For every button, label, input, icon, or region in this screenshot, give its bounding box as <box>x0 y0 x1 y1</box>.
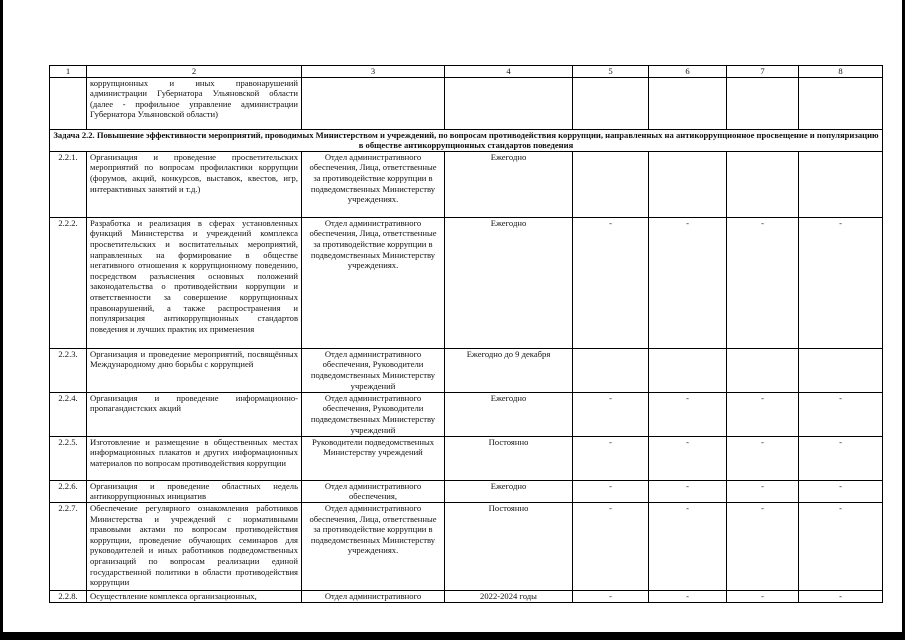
row-value <box>799 151 883 217</box>
row-value: - <box>649 436 727 480</box>
row-description: Организация и проведение областных недель антикоррупционных инициатив <box>87 480 302 502</box>
row-value: - <box>727 590 799 602</box>
row-term: 2022-2024 годы <box>445 590 573 602</box>
row-number: 2.2.7. <box>50 502 87 590</box>
responsible-cell <box>302 77 445 129</box>
column-number: 5 <box>573 66 649 78</box>
row-number: 2.2.6. <box>50 480 87 502</box>
row-description: Осуществление комплекса организационных, <box>87 590 302 602</box>
table-row <box>50 348 883 392</box>
row-term: Постоянно <box>445 502 573 590</box>
row-number: 2.2.4. <box>50 392 87 436</box>
table-row <box>50 392 883 436</box>
row-value <box>649 348 727 392</box>
row-number: 2.2.8. <box>50 590 87 602</box>
scan-border-bottom <box>0 632 905 640</box>
row-term: Ежегодно <box>445 392 573 436</box>
row-value: - <box>799 217 883 348</box>
row-responsible: Отдел административного <box>302 590 445 602</box>
row-term: Ежегодно <box>445 151 573 217</box>
row-value: - <box>799 436 883 480</box>
column-number: 1 <box>50 66 87 78</box>
row-number: 2.2.1. <box>50 151 87 217</box>
row-responsible: Отдел административного обеспечения, Лица, ответственные за противодействие коррупции в подведомственных Министерству учреждениях. <box>302 217 445 348</box>
row-value: - <box>573 392 649 436</box>
table-row <box>50 502 883 590</box>
table-row <box>50 151 883 217</box>
measures-table <box>49 65 883 603</box>
row-number: 2.2.5. <box>50 436 87 480</box>
table-row <box>50 217 883 348</box>
row-number: 2.2.3. <box>50 348 87 392</box>
column-number: 8 <box>799 66 883 78</box>
row-value: - <box>573 590 649 602</box>
row-value: - <box>799 392 883 436</box>
row-value: - <box>727 217 799 348</box>
term-cell <box>445 77 573 129</box>
row-value: - <box>573 436 649 480</box>
row-value: - <box>649 392 727 436</box>
row-value: - <box>727 392 799 436</box>
row-value <box>573 151 649 217</box>
continuation-text: коррупционных и иных правонарушений администрации Губернатора Ульяновской области (далее - профильное управление администрации Губернатора Ульяновской области) <box>87 77 302 129</box>
scan-border-left <box>0 0 3 640</box>
value-cell <box>799 77 883 129</box>
row-description: Разработка и реализация в сферах установленных функций Министерства и учреждений комплекса просветительских и воспитательных мероприятий, направленных на формирование в обществе негативного отношения к коррупционному поведению, посредством разъяснения основных положений законодательства о противодействии коррупции и ответственности за совершение коррупционных правонарушений, а также распространения и популяризация антикоррупционных стандартов поведения и лучших практик их применения <box>87 217 302 348</box>
row-number <box>50 77 87 129</box>
value-cell <box>573 77 649 129</box>
table-row <box>50 436 883 480</box>
row-responsible: Отдел административного обеспечения, Лица, ответственные за противодействие коррупции в подведомственных Министерству учреждениях. <box>302 151 445 217</box>
row-term: Ежегодно <box>445 217 573 348</box>
row-value: - <box>799 502 883 590</box>
row-term: Постоянно <box>445 436 573 480</box>
row-value: - <box>649 590 727 602</box>
value-cell <box>727 77 799 129</box>
row-description: Организация и проведение мероприятий, посвящённых Международному дню борьбы с коррупцией <box>87 348 302 392</box>
row-value: - <box>727 436 799 480</box>
column-number: 4 <box>445 66 573 78</box>
row-number: 2.2.2. <box>50 217 87 348</box>
row-value: - <box>727 502 799 590</box>
column-number: 6 <box>649 66 727 78</box>
row-description: Организация и проведение информационно-пропагандистских акций <box>87 392 302 436</box>
row-responsible: Отдел административного обеспечения, Лица, ответственные за противодействие коррупции в подведомственных Министерству учреждениях. <box>302 502 445 590</box>
column-number: 7 <box>727 66 799 78</box>
row-description: Изготовление и размещение в общественных местах информационных плакатов и других информационных материалов по вопросам противодействия коррупции <box>87 436 302 480</box>
row-description: Обеспечение регулярного ознакомления работников Министерства и учреждений с нормативными правовыми актами по вопросам противодействия коррупции, проведение обучающих семинаров для руководителей и иных работников подведомственных организаций по вопросам реализации единой государственной политики в области противодействия коррупции <box>87 502 302 590</box>
task-title: Задача 2.2. Повышение эффективности мероприятий, проводимых Министерством и учреждений, по вопросам противодействия коррупции, направленных на антикоррупционное просвещение и популяризацию в обществе антикоррупционных стандартов поведения <box>50 129 883 151</box>
row-value: - <box>573 217 649 348</box>
row-value <box>799 348 883 392</box>
row-value <box>649 151 727 217</box>
row-value: - <box>649 502 727 590</box>
value-cell <box>649 77 727 129</box>
row-value: - <box>649 480 727 502</box>
row-term: Ежегодно <box>445 480 573 502</box>
task-heading-row <box>50 129 883 151</box>
row-responsible: Отдел административного обеспечения, Руководители подведомственных Министерству учреждений <box>302 348 445 392</box>
row-value: - <box>727 480 799 502</box>
row-term: Ежегодно до 9 декабря <box>445 348 573 392</box>
row-value <box>573 348 649 392</box>
table-row <box>50 590 883 602</box>
row-value: - <box>573 480 649 502</box>
row-value: - <box>573 502 649 590</box>
column-number: 3 <box>302 66 445 78</box>
row-responsible: Отдел административного обеспечения, <box>302 480 445 502</box>
continuation-row <box>50 77 883 129</box>
row-description: Организация и проведение просветительских мероприятий по вопросам профилактики коррупции (форумов, акций, конкурсов, выставок, квестов, игр, интерактивных занятий и т.д.) <box>87 151 302 217</box>
row-responsible: Руководители подведомственных Министерству учреждений <box>302 436 445 480</box>
column-number-row <box>50 66 883 78</box>
table-row <box>50 480 883 502</box>
column-number: 2 <box>87 66 302 78</box>
row-value: - <box>799 480 883 502</box>
row-value: - <box>799 590 883 602</box>
row-value <box>727 151 799 217</box>
row-value <box>727 348 799 392</box>
row-responsible: Отдел административного обеспечения, Руководители подведомственных Министерству учреждений <box>302 392 445 436</box>
row-value: - <box>649 217 727 348</box>
